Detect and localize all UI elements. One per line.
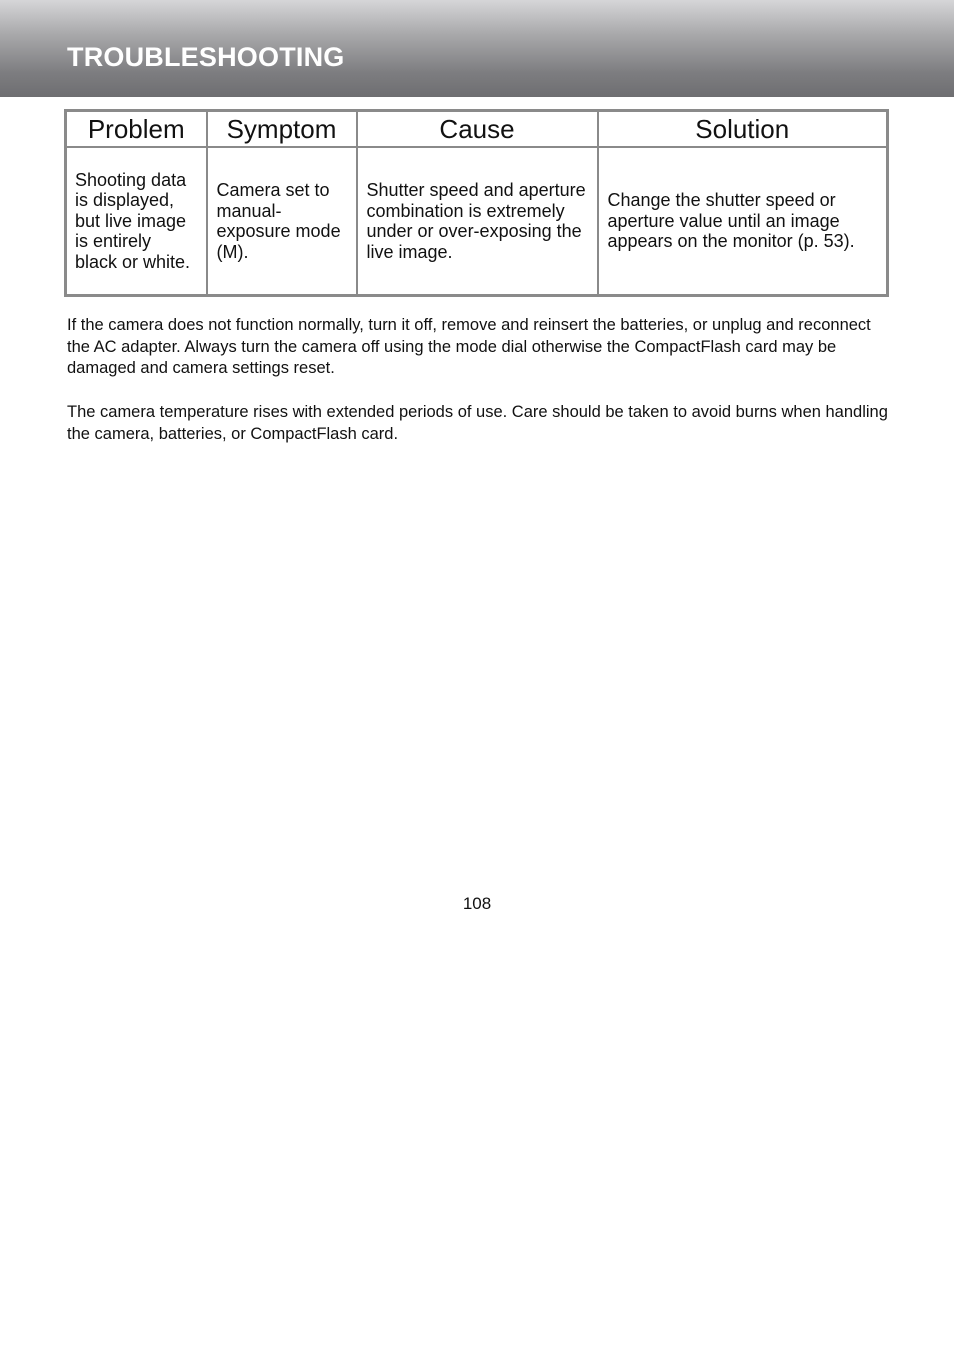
page-title: TROUBLESHOOTING (67, 42, 345, 72)
column-header-symptom: Symptom (207, 111, 357, 148)
column-header-problem: Problem (66, 111, 207, 148)
page-number: 108 (462, 894, 492, 913)
table-row (66, 147, 888, 296)
header-band (0, 0, 954, 97)
cell-solution: Change the shutter speed or aperture value until an image appears on the monitor (p. 53). (598, 147, 888, 296)
column-header-solution: Solution (598, 111, 888, 148)
note-paragraph-temperature: The camera temperature rises with extended periods of use. Care should be taken to avoid burns when handling the camera, batteries, or CompactFlash card. (67, 403, 888, 443)
column-header-cause: Cause (357, 111, 598, 148)
troubleshooting-table (64, 109, 889, 297)
note-paragraph-power-reset: If the camera does not function normally, turn it off, remove and reinsert the batteries, or unplug and reconnect the AC adapter. Always turn the camera off using the mode dial otherwise the CompactFlash card may be damaged and camera settings reset. (67, 316, 871, 377)
cell-cause: Shutter speed and aperture combination is extremely under or over-exposing the live image. (357, 147, 598, 296)
cell-problem: Shooting data is displayed, but live image is entirely black or white. (66, 147, 207, 296)
cell-symptom: Camera set to manual-exposure mode (M). (207, 147, 357, 296)
table-header-row (66, 111, 888, 148)
